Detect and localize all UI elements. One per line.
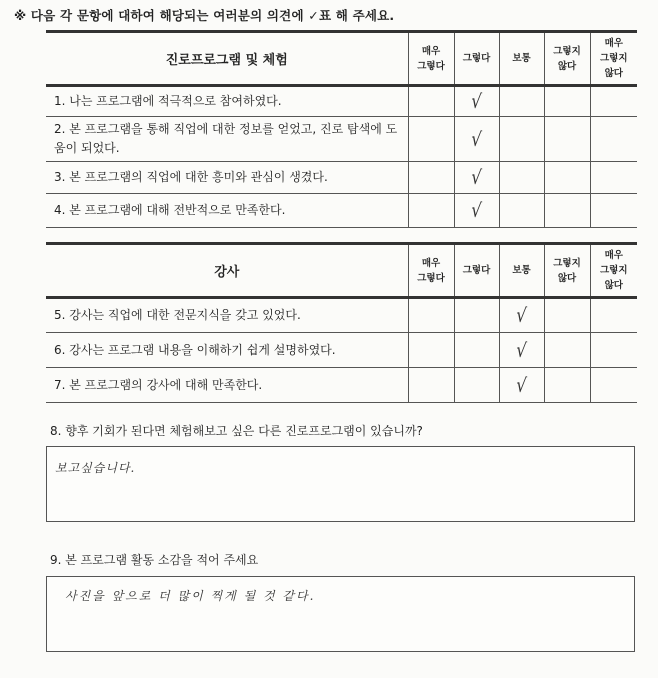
answer-cell[interactable]: [454, 117, 499, 162]
answer-cell[interactable]: [544, 333, 590, 368]
answer-cell[interactable]: [544, 86, 590, 117]
answer-cell[interactable]: [408, 333, 454, 368]
table-row: [46, 86, 637, 117]
answer-cell[interactable]: [544, 194, 590, 228]
answer-cell[interactable]: [544, 117, 590, 162]
table-row: [46, 194, 637, 228]
table-row: [46, 333, 637, 368]
section-title: 진로프로그램 및 체험: [46, 32, 408, 86]
answer-cell[interactable]: [544, 162, 590, 194]
check-mark-icon: √: [470, 125, 483, 152]
section-title: 강사: [46, 244, 408, 298]
answer-cell[interactable]: [454, 194, 499, 228]
answer-cell[interactable]: [454, 368, 499, 403]
question-9-answer-box[interactable]: [46, 576, 635, 652]
survey-table-program: [46, 30, 637, 228]
table-header-row: [46, 32, 637, 86]
answer-cell[interactable]: [499, 86, 544, 117]
question-8-answer-box[interactable]: [46, 446, 635, 522]
survey-table-instructor: [46, 242, 637, 403]
question-text: 6. 강사는 프로그램 내용을 이해하기 쉽게 설명하였다.: [46, 333, 408, 368]
answer-cell[interactable]: [499, 298, 544, 333]
question-text: 1. 나는 프로그램에 적극적으로 참여하였다.: [46, 86, 408, 117]
table-header-row: [46, 244, 637, 298]
answer-cell[interactable]: [590, 162, 637, 194]
check-mark-icon: √: [470, 164, 483, 190]
answer-cell[interactable]: [499, 368, 544, 403]
table-row: [46, 368, 637, 403]
answer-cell[interactable]: [454, 162, 499, 194]
answer-cell[interactable]: [590, 117, 637, 162]
option-header: 보통: [499, 244, 544, 298]
answer-cell[interactable]: [590, 194, 637, 228]
option-header: 그렇다: [454, 32, 499, 86]
answer-cell[interactable]: [590, 86, 637, 117]
option-header: 그렇다: [454, 244, 499, 298]
question-text: 7. 본 프로그램의 강사에 대해 만족한다.: [46, 368, 408, 403]
table-row: [46, 162, 637, 194]
answer-cell[interactable]: [590, 333, 637, 368]
table-row: [46, 117, 637, 162]
question-8-text: 8. 향후 기회가 된다면 체험해보고 싶은 다른 진로프로그램이 있습니까?: [50, 424, 423, 438]
check-mark-icon: √: [470, 88, 483, 114]
option-header: 매우 그렇지 않다: [590, 32, 637, 86]
answer-cell[interactable]: [499, 117, 544, 162]
answer-cell[interactable]: [590, 298, 637, 333]
check-mark-icon: √: [515, 336, 528, 363]
answer-cell[interactable]: [454, 333, 499, 368]
option-header: 매우 그렇다: [408, 32, 454, 86]
question-text: 5. 강사는 직업에 대한 전문지식을 갖고 있었다.: [46, 298, 408, 333]
answer-cell[interactable]: [408, 117, 454, 162]
answer-cell[interactable]: [408, 162, 454, 194]
answer-cell[interactable]: [408, 194, 454, 228]
answer-cell[interactable]: [499, 194, 544, 228]
answer-cell[interactable]: [544, 368, 590, 403]
answer-cell[interactable]: [408, 368, 454, 403]
check-mark-icon: √: [515, 302, 528, 328]
answer-cell[interactable]: [408, 298, 454, 333]
answer-cell[interactable]: [454, 86, 499, 117]
answer-cell[interactable]: [454, 298, 499, 333]
check-mark-icon: √: [470, 197, 483, 223]
answer-cell[interactable]: [408, 86, 454, 117]
question-9-text: 9. 본 프로그램 활동 소감을 적어 주세요: [50, 553, 259, 567]
instruction-text: ※ 다음 각 문항에 대하여 해당되는 여러분의 의견에 ✓표 해 주세요.: [14, 8, 395, 23]
option-header: 그렇지 않다: [544, 32, 590, 86]
option-header: 매우 그렇다: [408, 244, 454, 298]
option-header: 매우 그렇지 않다: [590, 244, 637, 298]
question-text: 4. 본 프로그램에 대해 전반적으로 만족한다.: [46, 194, 408, 228]
option-header: 보통: [499, 32, 544, 86]
option-header: 그렇지 않다: [544, 244, 590, 298]
question-8-answer: 보고싶습니다.: [55, 461, 136, 475]
answer-cell[interactable]: [499, 333, 544, 368]
answer-cell[interactable]: [544, 298, 590, 333]
answer-cell[interactable]: [590, 368, 637, 403]
question-text: 2. 본 프로그램을 통해 직업에 대한 정보를 얻었고, 진로 탐색에 도움이 되었다.: [46, 117, 408, 162]
table-row: [46, 298, 637, 333]
check-mark-icon: √: [515, 371, 528, 398]
question-text: 3. 본 프로그램의 직업에 대한 흥미와 관심이 생겼다.: [46, 162, 408, 194]
question-9-answer: 사진을 앞으로 더 많이 찍게 될 것 같다.: [65, 589, 316, 603]
answer-cell[interactable]: [499, 162, 544, 194]
